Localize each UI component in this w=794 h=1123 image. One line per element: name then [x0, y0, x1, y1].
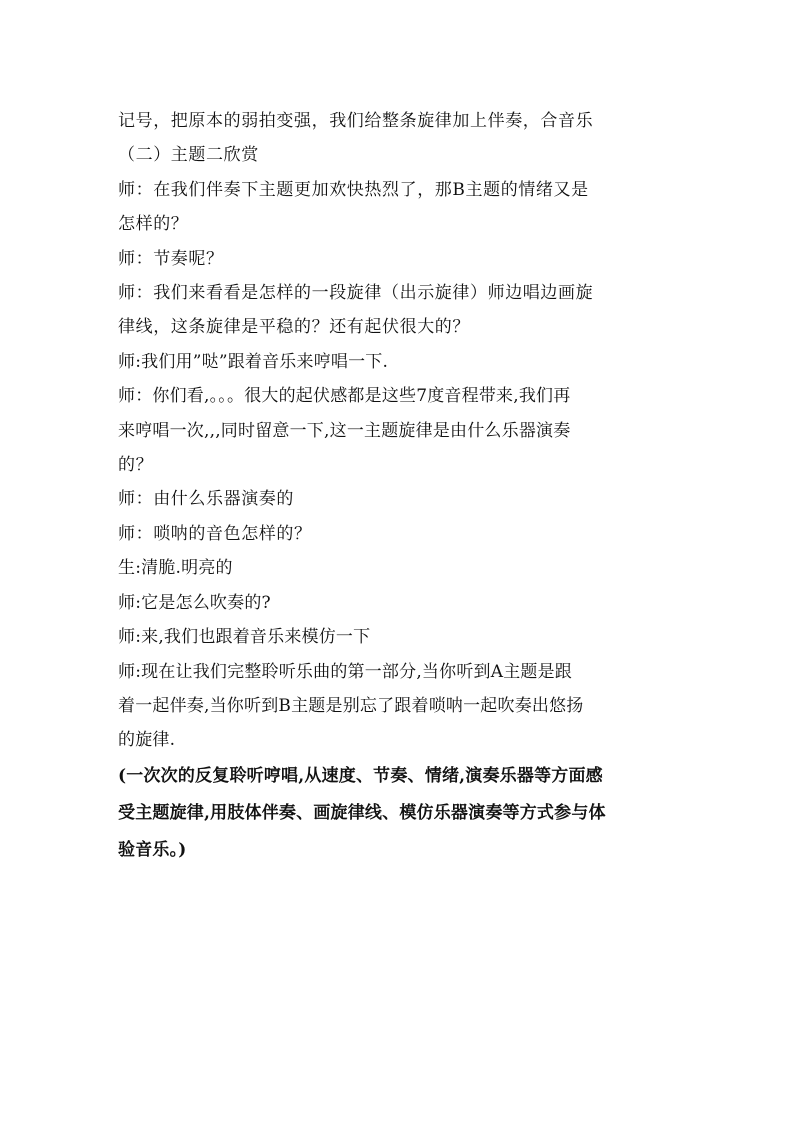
- bold-summary-line: 受主题旋律,用肢体伴奏、画旋律线、模仿乐器演奏等方式参与体: [118, 802, 606, 823]
- text-line: 的？: [118, 455, 154, 476]
- text-line: 记号，把原本的弱拍变强，我们给整条旋律加上伴奏，合音乐: [118, 111, 594, 131]
- text-line: 的旋律.: [118, 730, 176, 751]
- text-line: 师:现在让我们完整聆听乐曲的第一部分,当你听到A主题是跟: [118, 661, 573, 682]
- bold-summary-line: (一次次的反复聆听哼唱,从速度、节奏、情绪,演奏乐器等方面感: [118, 765, 603, 786]
- text-line: 师：由什么乐器演奏的: [118, 489, 294, 510]
- text-line: 师:我们用”哒”跟着音乐来哼唱一下.: [118, 351, 389, 372]
- document-body: [118, 104, 678, 869]
- text-line: 生:清脆.明亮的: [118, 558, 233, 579]
- text-line: 师：唢呐的音色怎样的？: [118, 523, 312, 544]
- text-line: 来哼唱一次,,,同时留意一下,这一主题旋律是由什么乐器演奏: [118, 420, 571, 441]
- text-line: 师:它是怎么吹奏的?: [118, 592, 271, 613]
- text-line: 师：我们来看看是怎样的一段旋律（出示旋律）师边唱边画旋: [118, 283, 594, 304]
- text-line: 怎样的？: [118, 214, 189, 235]
- section-heading: （二）主题二欣赏: [118, 145, 259, 166]
- text-line: 师：你们看,。。。很大的起伏感都是这些7度音程带来,我们再: [118, 386, 571, 407]
- text-line: 着一起伴奏,当你听到B主题是别忘了跟着唢呐一起吹奏出悠扬: [118, 695, 584, 716]
- text-line: 师：节奏呢？: [118, 248, 224, 269]
- text-line: 师：在我们伴奏下主题更加欢快热烈了，那B主题的情绪又是: [118, 179, 589, 200]
- text-line: 律线，这条旋律是平稳的？还有起伏很大的？: [118, 317, 470, 338]
- text-line: 师:来,我们也跟着音乐来模仿一下: [118, 627, 371, 648]
- bold-summary-line: 验音乐。): [118, 839, 187, 860]
